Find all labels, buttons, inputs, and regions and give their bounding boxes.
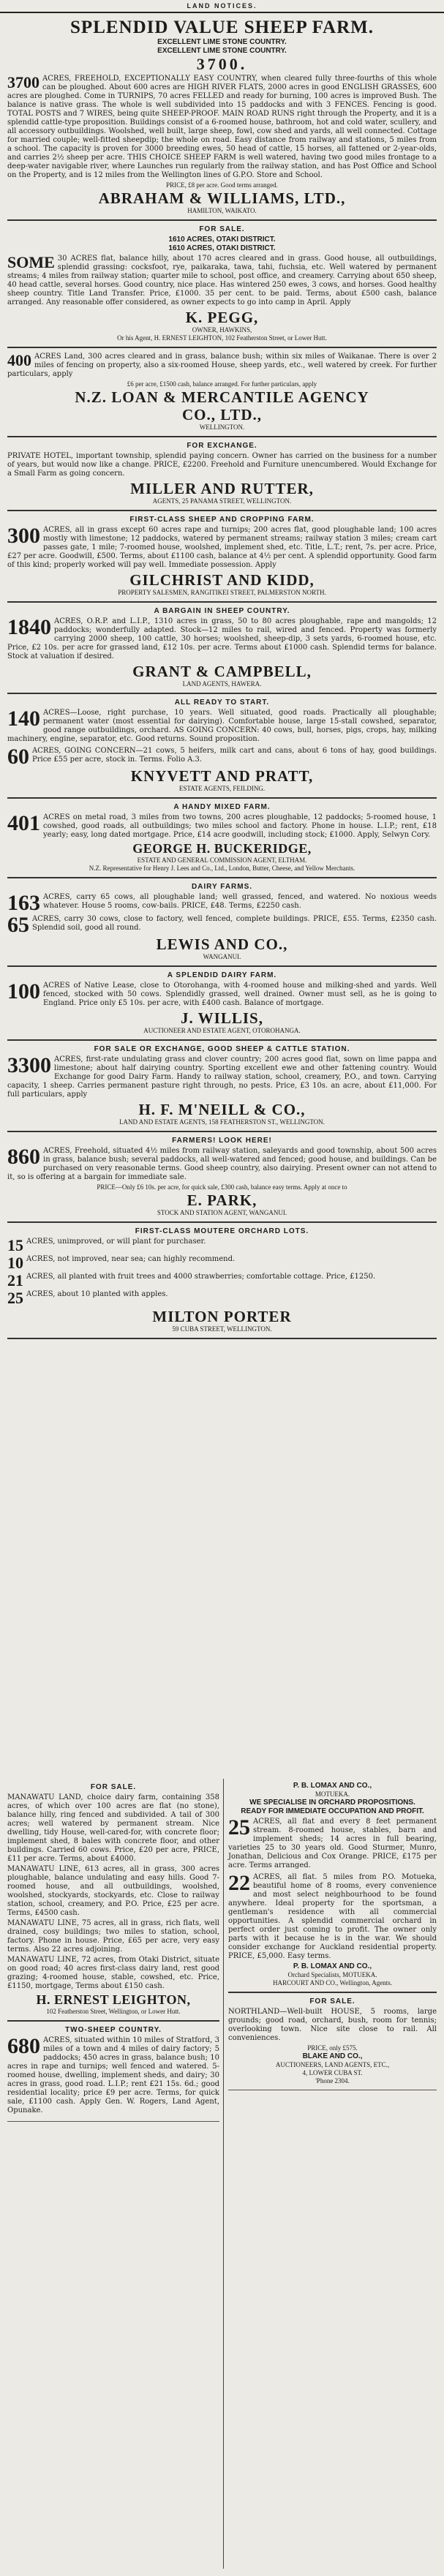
ad-agent-address: HARCOURT AND CO., Wellington, Agents.: [273, 1979, 392, 1986]
ad-agent: J. WILLIS,: [181, 1009, 263, 1027]
ad-text: ACRES, O.R.P. and L.I.P., 1310 acres in grass, 50 to 80 acres ploughable, rape and mangolds; 12 paddocks; wonderfully adapted. Stock—12 miles to rail, wired and fenced. Property was formerly carrying 2000 sheep, 100 cattle, 30 horses; woolshed, sheep-dip, 3 sets yards, 6-roomed house, etc. Price, £2 10s. per acre for grassed land, £12 10s. per acre. Terms about £1000 cash. Splendid terms for balance. Stock at valuation if desired.: [7, 617, 437, 660]
ad-body: [7, 745, 437, 769]
ad-agent: MILTON PORTER: [152, 1308, 292, 1325]
ad-agent-address: LAND AGENTS, HAWERA.: [182, 680, 262, 688]
ad-lead-number: 3300: [7, 1053, 51, 1077]
ad-title: SPLENDID VALUE SHEEP FARM.: [70, 18, 374, 37]
ad-text: ACRES of Native Lease, close to Otorohanga, with 4-roomed house and milking-shed and yards. Well fenced, stocked with 50 cows. Splendidly grassed, well drained. Owner must sell, as he is going to England. Price only £5 10s. per acre, with £400 cash. Balance of mortgage.: [43, 982, 437, 1007]
lot-number: 10: [7, 1255, 23, 1271]
ad-label: FOR EXCHANGE.: [187, 442, 257, 450]
ad-heading: WE SPECIALISE IN ORCHARD PROPOSITIONS.: [249, 1799, 415, 1807]
ad-body: [7, 75, 437, 180]
ad-label: TWO-SHEEP COUNTRY.: [65, 2026, 162, 2034]
ad-lead-number: 163: [7, 891, 40, 915]
ad-price: £6 per acre, £1500 cash, balance arranged. For further particulars, apply: [127, 380, 317, 388]
ad-hotel-exchange: [7, 437, 437, 511]
ad-lead-number: 680: [7, 2034, 40, 2058]
ad-agent: N.Z. LOAN & MERCANTILE AGENCY: [75, 388, 369, 406]
lot-text: ACRES, unimproved, or will plant for purchaser.: [26, 1238, 206, 1246]
ad-agent: LEWIS AND CO.,: [156, 935, 288, 953]
lot-number: 15: [7, 1238, 23, 1254]
ad-body: [7, 709, 437, 744]
ad-price: PRICE—Only £6 10s. per acre, for quick sale, £300 cash, balance easy terms. Apply at once to: [97, 1183, 347, 1191]
ad-body: [228, 1815, 437, 1870]
ad-body: [228, 1873, 437, 1961]
ad-body: [7, 1147, 437, 1182]
lot-item: [7, 1238, 437, 1254]
lot-text: ACRES, all planted with fruit trees and 4000 strawberries; comfortable cottage. Price, £1250.: [26, 1273, 376, 1281]
ad-agent-address: PROPERTY SALESMEN, RANGITIKEI STREET, PALMERSTON NORTH.: [118, 589, 326, 596]
ad-text: ACRES, carry 30 cows, close to factory, well fenced, complete buildings. PRICE, £55. Terms, £2350 cash. Splendid soil, good all round.: [32, 915, 437, 932]
ad-body: NORTHLAND—Well-built HOUSE, 5 rooms, large grounds; good road, orchard, bush, room for tennis; overlooking town. Nice site close to rail. All conveniences.: [228, 2008, 437, 2042]
ad-agent: H. ERNEST LEIGHTON,: [36, 1992, 191, 2007]
left-column: [7, 1779, 219, 2122]
ad-body: [7, 813, 437, 840]
ad-lead-number: 140: [7, 707, 40, 731]
ad-phone: 'Phone 2304.: [315, 2077, 350, 2084]
ad-label: A BARGAIN IN SHEEP COUNTRY.: [154, 607, 290, 615]
ad-label: A SPLENDID DAIRY FARM.: [167, 971, 277, 979]
ad-agent-address: AGENTS, 25 PANAMA STREET, WELLINGTON.: [152, 497, 292, 505]
ad-text: ACRES, FREEHOLD, EXCEPTIONALLY EASY COUNTRY, when cleared fully three-fourths of this whole can be ploughed. About 600 acres are HIGH RIVER FLATS, 2000 acres in good ENGLISH GRASSES, 600 acres are ploughed. Come in TURNIPS, 70 acres FELLED and ready for burning, 100 acres is improved Bush. The balance is native grass. The whole is well subdivided into 15 paddocks and with 3 FENCES. Fencing is good. TOTAL POSTS and 7 WIRES, being quite SHEEP-PROOF. MAIN ROAD RUNS right through the Property, and it is a splendid cattle-type proposition. Buildings consist of a 6-roomed house, bathroom, hot and cold water, scullery, and all accessory outbuildings. Woolshed, well built, large sheep, fowl, cow shed and yards, all well connected. Cottage for married couple; well-fitted sheepdip; the whole on road. Easy distance from railway and stations, 5 miles from a school. The capacity is proven for 3000 breeding ewes, 50 head of cattle, 15 horses, all fattened or 2-year-olds, and carries 2½ sheep per acre. THIS CHOICE SHEEP FARM is well watered, having two good miles frontage to a deep-water navigable river, where Launches run regularly from the railway station, and has Post Office and School on the Property, and is 12 miles from the Wellington lines of G.P.O. Store and School.: [7, 75, 437, 179]
section-masthead: LAND NOTICES.: [0, 0, 444, 13]
ad-agent-address: AUCTIONEERS, LAND AGENTS, ETC.,: [275, 2061, 390, 2068]
main-column: [7, 15, 437, 1339]
ad-agent-address: ESTATE AND GENERAL COMMISSION AGENT, ELTHAM.: [137, 856, 307, 864]
ad-body: PRIVATE HOTEL, important township, splendid paying concern. Owner has carried on the business for a number of years, but would now like a change. PRICE, £2200. Freehold and Furniture unencumbered. Would Exchange for a Small Farm as going concern.: [7, 452, 437, 478]
ad-body: [7, 979, 437, 1008]
ad-heading: READY FOR IMMEDIATE OCCUPATION AND PROFIT.: [241, 1807, 424, 1815]
ad-mixed-farm: [7, 799, 437, 878]
lot-text: ACRES, about 10 planted with apples.: [26, 1290, 168, 1298]
lot-item: [7, 1273, 437, 1289]
ad-body: MANAWATU LINE, 75 acres, all in grass, rich flats, well drained, cosy buildings; two miles to station, school, factory. Phone in house. Price, £65 per acre, very easy terms. Also 22 acres adjoining.: [7, 1919, 219, 1954]
ad-agent-address: 102 Featherston Street, Wellington, or Lower Hutt.: [46, 2008, 181, 2015]
ad-lomax: [228, 1779, 437, 1993]
ad-lead-number: 25: [228, 1815, 250, 1839]
ad-body: [7, 1055, 437, 1099]
ad-agent: K. PEGG,: [185, 309, 259, 326]
ad-agent: MILLER AND RUTTER,: [130, 480, 314, 497]
ad-label: A HANDY MIXED FARM.: [173, 803, 271, 811]
ad-body: [7, 913, 437, 937]
column-divider: [223, 1779, 224, 2569]
ad-agent-address: LAND AND ESTATE AGENTS, 158 FEATHERSTON ST., WELLINGTON.: [119, 1118, 325, 1126]
ad-sheep-farm: [7, 15, 437, 221]
ad-body: MANAWATU LINE, 613 acres, all in grass, 300 acres ploughable, balance undulating and easy hills. Good 7-roomed house, and all outbuildings, woolshed, woolshed, stockyards, stockyards, etc. Close to railway station, school, creamery, and P.O. Price, £25 per acre. Terms, £4500 cash.: [7, 1865, 219, 1917]
ad-agent-address: 4, LOWER CUBA ST.: [302, 2069, 363, 2076]
ad-lead-number: 22: [228, 1871, 250, 1895]
ad-agent: H. F. M'NEILL & CO.,: [138, 1101, 306, 1118]
ad-text: ACRES Land, 300 acres cleared and in grass, balance bush; within six miles of Waikanae. There is over 2 miles of fencing on property, also a six-roomed House, sheep yards, etc., well watered by creek. For further particulars, apply: [7, 353, 437, 378]
ad-label: FOR SALE.: [199, 225, 245, 233]
ad-label: ALL READY TO START.: [174, 698, 270, 707]
ad-agent: P. B. LOMAX AND CO.,: [293, 1962, 372, 1970]
ad-lead-number: 860: [7, 1145, 40, 1169]
ad-text: ACRES—Loose, right purchase, 10 years. Well situated, good roads. Practically all ploughable; permanent water (most essential for dairying). Comfortable house, large 15-stall cowshed, separator, good range outbuildings, orchard. AS GOING CONCERN: 40 cows, bull, horses, pigs, crops, hay, milking machinery, engine, separator, etc. Good returns. Sound proposition.: [7, 709, 437, 743]
ad-text: ACRES, situated within 10 miles of Stratford, 3 miles of a town and 4 miles of dairy factory; 5 paddocks; 450 acres in grass, balance bush; 10 acres in rape and turnips; well fenced and watered. 5-roomed house, dwelling, implement sheds, and dairy; 30 acres in grass, good road. L.I.P.; rent £21 15s. 6d.; good residential locality; price £9 per acre. Terms, for quick sale, £1100 cash. Apply Gen. W. Rogers, Land Agent, Opunake.: [7, 2036, 219, 2114]
ad-lead-number: 1840: [7, 615, 51, 639]
ad-agent: ABRAHAM & WILLIAMS, LTD.,: [98, 189, 346, 207]
ad-ready-to-start: [7, 694, 437, 799]
ad-label: FIRST-CLASS MOUTERE ORCHARD LOTS.: [135, 1227, 309, 1235]
ad-lead-number: 3700: [7, 73, 39, 91]
ad-agent-address: HAMILTON, WAIKATO.: [187, 207, 257, 214]
ad-subtitle: 1610 ACRES, OTAKI DISTRICT.: [168, 236, 276, 244]
ad-manawatu: [7, 1779, 219, 2022]
ad-text: ACRES, all flat and every 8 feet permanent stream. 8-roomed house, stables, barn and implement sheds; 14 acres in full bearing, varieties 25 to 30 years old. Good Sturmer, Munro, Jonathan, Delicious and Cox Orange. PRICE, £175 per acre. Terms arranged.: [228, 1818, 437, 1869]
ad-agent: GEORGE H. BUCKERIDGE,: [132, 841, 312, 856]
ad-two-sheep: [7, 2022, 219, 2122]
ad-lead-number: 400: [7, 351, 31, 369]
ad-cropping-farm: [7, 511, 437, 603]
ad-body: MANAWATU LAND, choice dairy farm, containing 358 acres, of which over 100 acres are flat (no stone), balance hilly, ring fenced and subdivided. A tail of 300 acres; well watered by permanent stream. Nice dwelling, tidy House, well-cared-for, with concrete floor; implement shed, 8 bales with concrete floor, and other buildings. Carried 60 cows. Price, £20 per acre, PRICE, £11 per acre. Terms, about £4000.: [7, 1793, 219, 1863]
ad-agent: P. B. LOMAX AND CO.,: [293, 1782, 372, 1790]
ad-text: 30 ACRES flat, balance hilly, about 170 acres cleared and in grass. Good house, all outbuildings, splendid grassing: cocksfoot, rye, paikaraka, tawa, tahi, fuchsia, etc. Well watered by permanent streams; 4 miles from railway station; quarter mile to school, post office, and creamery. Carrying about 650 sheep, 40 head cattle, several horses. Good country, nice place. Has wintered 250 ewes, 3 cows, and horses. Good healthy sheep country. Title Land Transfer. Price, £1000. 35 per cent. to be paid. Terms, about £500 cash, balance arranged. Any reasonable offer considered, as owner expects to go into camp in April. Apply: [7, 255, 437, 306]
ad-waikanae: [7, 348, 437, 437]
lot-text: ACRES, not improved, near sea; can highly recommend.: [26, 1255, 236, 1263]
ad-farmers-look: [7, 1132, 437, 1223]
ad-label: DAIRY FARMS.: [191, 883, 253, 891]
ad-agent: GRANT & CAMPBELL,: [132, 663, 312, 680]
ad-agent-address: WELLINGTON.: [199, 423, 245, 431]
ad-body: [7, 2036, 219, 2115]
lot-number: 21: [7, 1273, 23, 1289]
ad-acreage: 3700.: [196, 55, 248, 73]
ad-text: ACRES, all in grass except 60 acres rape and turnips; 200 acres flat, good ploughable land; 100 acres mostly with limestone; 12 paddocks, watered by permanent streams; railway station 3 miles; cream cart passes gate, 1 mile; 7-roomed house, woolshed, implement shed, etc. Title, L.T.; rent, 7s. per acre. Price, £27 per acre. Goodwill, £500. Terms, about £1100 cash, balance at 4½ per cent. A splendid opportunity. Good farm of this kind; properly worked will pay well. Immediate possession. Apply: [7, 526, 437, 569]
ad-lead-number: SOME: [7, 253, 55, 271]
ad-agent-address: Orchard Specialists, MOTUEKA.: [287, 1971, 377, 1978]
ad-lead-number: 300: [7, 524, 40, 548]
ad-dairy-farms: [7, 878, 437, 967]
ad-lead-number: 65: [7, 913, 29, 937]
ad-agent-address: OWNER, HAWKINS,: [192, 326, 252, 334]
ad-lead-number: 60: [7, 745, 29, 769]
ad-subtitle: EXCELLENT LIME STONE COUNTRY.: [157, 38, 287, 46]
ad-body: [7, 255, 437, 307]
ad-agent: KNYVETT AND PRATT,: [130, 767, 314, 785]
lot-item: [7, 1255, 437, 1271]
ad-splendid-dairy: [7, 967, 437, 1041]
right-column: [228, 1779, 437, 2090]
ad-agent-address: MOTUEKA.: [315, 1790, 350, 1798]
ad-agent: GILCHRIST AND KIDD,: [129, 571, 315, 589]
ad-body: MANAWATU LINE, 72 acres, from Otaki District, situate on good road; 40 acres first-class dairy land, rest good grazing; 4-roomed house, stable, cowshed, etc. Price, £1150, mortgage, Terms about £150 cash.: [7, 1956, 219, 1990]
ad-agent-address: AUCTIONEER AND ESTATE AGENT, OTOROHANGA.: [143, 1027, 301, 1034]
ad-label: FOR SALE OR EXCHANGE, GOOD SHEEP & CATTLE STATION.: [94, 1045, 350, 1053]
ad-label: FOR SALE.: [90, 1783, 137, 1791]
ad-text: ACRES, GOING CONCERN—21 cows, 5 heifers, milk cart and cans, about 6 tons of hay, good buildings. Price £55 per acre, stock in. Terms. Folio A.3.: [32, 747, 437, 764]
ad-text: ACRES, Freehold, situated 4½ miles from railway station, saleyards and good township, about 500 acres in grass, balance bush; several paddocks, all well-watered and fenced; good house, and buildings. Can be purchased on very reasonable terms. Good sheep country, also dairying. Present owner can not attend to it, so is offering at a bargain for immediate sale.: [7, 1147, 437, 1181]
ad-northland: [228, 1993, 437, 2090]
ad-text: ACRES, all flat. 5 miles from P.O. Motueka, beautiful home of 8 rooms, every convenience and most select neighbourhood to be found anywhere. Ideal property for the sportsman, a gentleman's residence with all commercial opportunities. A splendid commercial orchard in perfect order just coming to profit. The owner only parts with it because he is in the war. We should consider exchange for Auckland residential property. PRICE, £5,000. Easy terms.: [228, 1873, 437, 1960]
ad-otaki: [7, 221, 437, 348]
ad-body: [7, 526, 437, 570]
ad-label: FIRST-CLASS SHEEP AND CROPPING FARM.: [129, 516, 315, 524]
ad-body: [7, 353, 437, 379]
ad-body: [7, 617, 437, 661]
ad-lead-number: 100: [7, 979, 40, 1003]
ad-text: ACRES on metal road, 3 miles from two towns, 200 acres ploughable, 12 paddocks; 5-roomed house, 1 cowshed, good roads, all outbuildings; two miles school and factory. Phone in house. L.I.P.; rent, £18 yearly; easy, long dated mortgage. Price, £14 acre goodwill, including stock; £1000. Apply, Selwyn Cory.: [43, 813, 437, 839]
ad-price: PRICE, £8 per acre. Good terms arranged.: [166, 181, 278, 189]
ad-orchard-lots: [7, 1223, 437, 1339]
ad-subtitle: EXCELLENT LIME STONE COUNTRY.: [157, 47, 287, 55]
ad-agent: BLAKE AND CO.,: [302, 2052, 363, 2060]
ad-price: PRICE, only £575.: [307, 2044, 358, 2052]
ad-agent-address: WANGANUI.: [203, 953, 241, 960]
ad-sheep-bargain: [7, 603, 437, 694]
ad-agent: CO., LTD.,: [181, 406, 262, 423]
ad-text: ACRES, first-rate undulating grass and clover country; 200 acres good flat, sown on lime pappa and limestone; about half dairying country. Sporting excellent ewe and other fattening country. Would Exchange for good Dairy Farm. Handy to railway station, school, creamery, P.O., and town. Carrying capacity, 1 sheep. Carries permanent pasture right through, no pests. Price, £3 10s. an acre, about £11,000. For full particulars, apply: [7, 1055, 437, 1099]
ad-text: ACRES, carry 65 cows, all ploughable land; well grassed, fenced, and watered. No noxious weeds whatever. House 5 rooms, cow-bails. PRICE, £48. Terms, £2250 cash.: [43, 893, 437, 910]
ad-agent-address: 59 CUBA STREET, WELLINGTON.: [172, 1325, 272, 1333]
ad-agent: E. PARK,: [187, 1191, 257, 1209]
lot-number: 25: [7, 1290, 23, 1306]
lot-item: [7, 1290, 437, 1306]
ad-agent-address: N.Z. Representative for Henry J. Lees and Co., Ltd., London, Butter, Cheese, and Yellow Merchants.: [89, 865, 355, 872]
ad-label: FARMERS! LOOK HERE!: [172, 1137, 272, 1145]
ad-subtitle: 1610 ACRES, OTAKI DISTRICT.: [168, 244, 276, 252]
ad-lead-number: 401: [7, 811, 40, 835]
ad-agent-address: Or his Agent, H. ERNEST LEIGHTON, 102 Featherston Street, or Lower Hutt.: [117, 334, 327, 342]
ad-agent-address: ESTATE AGENTS, FEILDING.: [178, 785, 266, 792]
ad-cattle-station: [7, 1041, 437, 1132]
ad-body: [7, 891, 437, 915]
ad-agent-address: STOCK AND STATION AGENT, WANGANUI.: [157, 1209, 287, 1216]
ad-label: FOR SALE.: [309, 1997, 355, 2006]
